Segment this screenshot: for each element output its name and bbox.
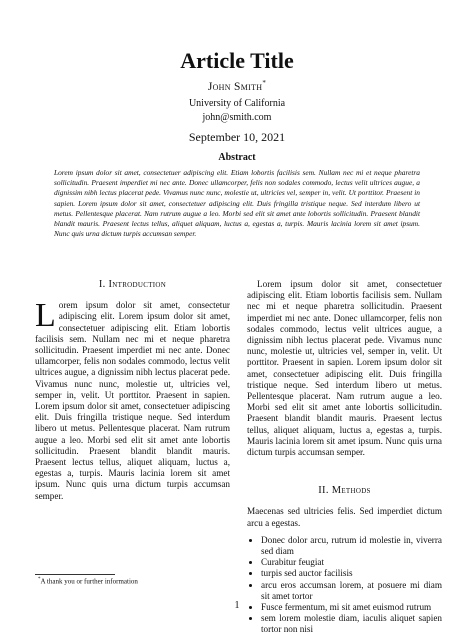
abstract-body: Lorem ipsum dolor sit amet, consectetuer adipiscing elit. Etiam lobortis facilisis sem. Nullam nec mi et neque pharetra sollicitudin. Praesent imperdiet mi nec ante. Donec ullamcorper, felis non sodales commodo, lectus velit ultrices augue, a dignissim nibh lectus placerat pede. Vivamus nunc nunc, molestie ut, ultricies vel, semper in, velit. Ut porttitor. Praesent in sapien. Lorem ipsum dolor sit amet, consectetuer adipiscing elit. Duis fringilla tristique neque. Sed interdum libero ut metus. Pellentesque placerat. Nam rutrum augue a leo. Morbi sed elit sit amet ante lobortis sollicitudin. Praesent blandit blandit mauris. Praesent lectus tellus, aliquet aliquam, luctus a, egestas a, turpis. Mauris lacinia lorem sit amet ipsum. Nunc quis urna dictum turpis accumsan semper.	[54, 168, 420, 239]
footnote-rule	[35, 574, 115, 575]
list-item: • Donec dolor arcu, rutrum id molestie in, viverra sed diam	[261, 535, 442, 557]
author-email: john@smith.com	[202, 112, 272, 123]
intro-paragraph-1-text: orem ipsum dolor sit amet, consectetur adipiscing elit. Lorem ipsum dolor sit amet, consectetuer adipiscing elit. Etiam lobortis facilisis sem. Nullam nec mi et neque pharetra sollicitudin. Praesent imperdiet mi nec ante. Donec ullamcorper, felis non sodales commodo, lectus velit ultrices augue, a dignissim nibh lectus placerat pede. Vivamus nunc nunc, molestie ut, ultricies vel, semper in, velit. Ut porttitor. Praesent in sapien. Lorem ipsum dolor sit amet, consectetuer adipiscing elit. Duis fringilla tristique neque. Sed interdum libero ut metus. Pellentesque placerat. Nam rutrum augue a leo. Morbi sed elit sit amet ante lobortis sollicitudin. Praesent blandit blandit mauris. Praesent lectus tellus, aliquet aliquam, luctus a, egestas a, turpis. Mauris lacinia lorem sit amet ipsum. Nunc quis urna dictum turpis accumsan semper.	[35, 300, 230, 501]
author-name-text: John Smith	[207, 80, 263, 93]
author-footnote-mark: *	[262, 79, 267, 87]
methods-bullet-list	[247, 535, 442, 636]
footnote-mark: *	[38, 577, 41, 582]
list-item: • turpis sed auctor facilisis	[261, 568, 442, 579]
list-item: • Curabitur feugiat	[261, 557, 442, 568]
author-name	[0, 79, 474, 93]
list-item: • Fusce fermentum, mi sit amet euismod rutrum	[261, 602, 442, 613]
abstract-heading: Abstract	[218, 152, 256, 163]
footnote-text: A thank you or further information	[40, 577, 138, 586]
author-affiliation: University of California	[188, 98, 286, 109]
footnote	[38, 577, 138, 585]
list-item: • sem lorem molestie diam, iaculis aliquet sapien tortor non nisi	[261, 613, 442, 635]
list-item: • arcu eros accumsan lorem, at posuere mi diam sit amet tortor	[261, 580, 442, 602]
page-number: 1	[234, 600, 240, 611]
intro-paragraph-2: Lorem ipsum dolor sit amet, consectetuer adipiscing elit. Etiam lobortis facilisis sem. Nullam nec mi et neque pharetra sollicitudin. Praesent imperdiet mi nec ante. Donec ullamcorper, felis non sodales commodo, lectus velit ultrices augue, a dignissim nibh lectus placerat pede. Vivamus nunc nunc, molestie ut, ultricies vel, semper in, velit. Ut porttitor. Praesent in sapien. Lorem ipsum dolor sit amet, consectetuer adipiscing elit. Duis fringilla tristique neque. Sed interdum libero ut metus. Pellentesque placerat. Nam rutrum augue a leo. Morbi sed elit sit amet ante lobortis sollicitudin. Praesent blandit blandit mauris. Praesent lectus tellus, aliquet aliquam, luctus a, egestas a, turpis. Mauris lacinia lorem sit amet ipsum. Nunc quis urna dictum turpis accumsan semper.	[247, 279, 442, 458]
section-heading-introduction: I. Introduction	[98, 279, 167, 290]
left-column	[35, 279, 230, 502]
intro-paragraph-1	[35, 297, 230, 502]
drop-cap: L	[35, 297, 56, 335]
article-title: Article Title	[180, 48, 294, 73]
article-date: September 10, 2021	[188, 130, 286, 144]
section-heading-methods: II. Methods	[318, 485, 371, 497]
right-column	[247, 279, 442, 636]
methods-paragraph: Maecenas sed ultricies felis. Sed imperdiet dictum arcu a egestas.	[247, 506, 442, 528]
